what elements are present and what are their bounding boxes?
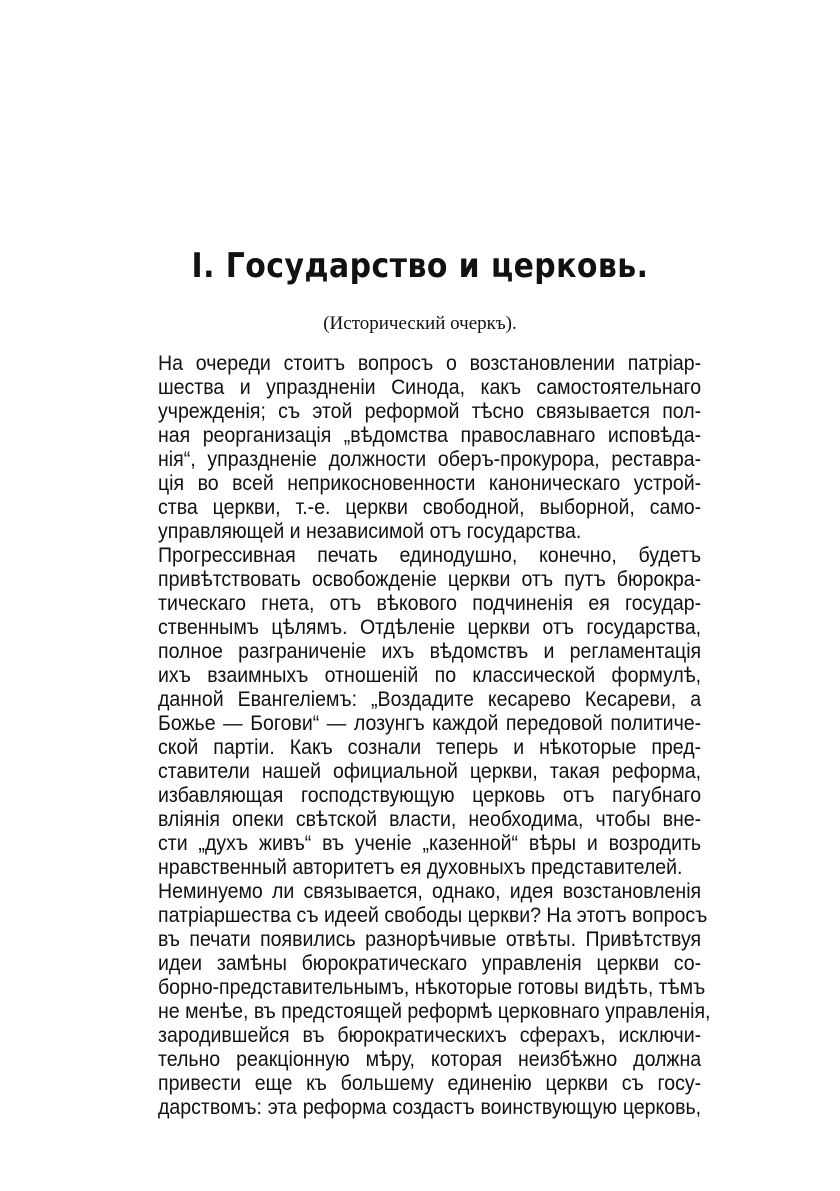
text-line: тельно реакціонную мѣру, которая неизбѣжно должна <box>158 1048 702 1071</box>
text-line: дарствомъ: эта реформа создастъ воинствующую церковь, <box>158 1096 702 1119</box>
text-line: тическаго гнета, отъ вѣкового подчиненія ея государ- <box>158 592 702 615</box>
text-line: ція во всей неприкосновенности каноническаго устрой- <box>158 472 702 495</box>
text-line: На очереди стоитъ вопросъ о возстановлении патріар- <box>158 352 702 375</box>
text-line: ской партіи. Какъ сознали теперь и нѣкоторые пред- <box>158 736 702 759</box>
text-line: Неминуемо ли связывается, однако, идея возстановленія <box>158 880 702 903</box>
text-line: нія“, упраздненіе должности оберъ-прокурора, реставра- <box>158 448 702 471</box>
text-line: зародившейся въ бюрократическихъ сферахъ, исключи- <box>158 1024 702 1047</box>
text-line: управляющей и независимой отъ государства. <box>158 520 582 543</box>
text-line: ихъ взаимныхъ отношеній по классической формулѣ, <box>158 664 702 687</box>
text-line: шества и упраздненіи Синода, какъ самостоятельнаго <box>158 376 702 399</box>
text-line: сти „духъ живъ“ въ ученіе „казенной“ вѣры и возродить <box>158 832 702 855</box>
text-line: ства церкви, т.-е. церкви свободной, выборной, само- <box>158 496 702 519</box>
text-line: не менѣе, въ предстоящей реформѣ церковнаго управленія, <box>158 1000 711 1023</box>
text-line: ставители нашей официальной церкви, такая реформа, <box>158 760 702 783</box>
text-line: идеи замѣны бюрократическаго управленія церкви со- <box>158 952 702 975</box>
text-line: вліянія опеки свѣтской власти, необходима, чтобы внe- <box>158 808 702 831</box>
text-line: Прогрессивная печать единодушно, конечно, будетъ <box>158 544 702 567</box>
text-line: ная реорганизація „вѣдомства православнаго исповѣда- <box>158 424 702 447</box>
text-line: полное разграниченіе ихъ вѣдомствъ и регламентація <box>158 640 702 663</box>
text-line: данной Евангеліемъ: „Воздадите кесарево Кесареви, а <box>158 688 702 711</box>
text-line: привести еще къ большему единенію церкви съ госу- <box>158 1072 702 1095</box>
text-line: нравственный авторитетъ ея духовныхъ представителей. <box>158 856 683 879</box>
text-line: учрежденія; съ этой реформой тѣсно связывается пол- <box>158 400 702 423</box>
chapter-subtitle: (Исторический очеркъ). <box>323 313 517 334</box>
text-line: Божье — Богови“ — лозунгъ каждой передовой политиче- <box>158 712 702 735</box>
chapter-title: I. Государство и церковь. <box>191 246 649 286</box>
text-line: избавляющая господствующую церковь отъ пагубнаго <box>158 784 702 807</box>
text-line: въ печати появились разнорѣчивые отвѣты. Привѣтствуя <box>158 928 702 951</box>
text-line: патріаршества съ идеей свободы церкви? На этотъ вопросъ <box>158 904 708 927</box>
text-line: привѣтствовать освобожденіе церкви отъ путъ бюрокра- <box>158 568 702 591</box>
text-line: борно-представительнымъ, нѣкоторые готовы видѣть, тѣмъ <box>158 976 706 999</box>
text-line: ственнымъ цѣлямъ. Отдѣленіе церкви отъ государства, <box>158 616 702 639</box>
